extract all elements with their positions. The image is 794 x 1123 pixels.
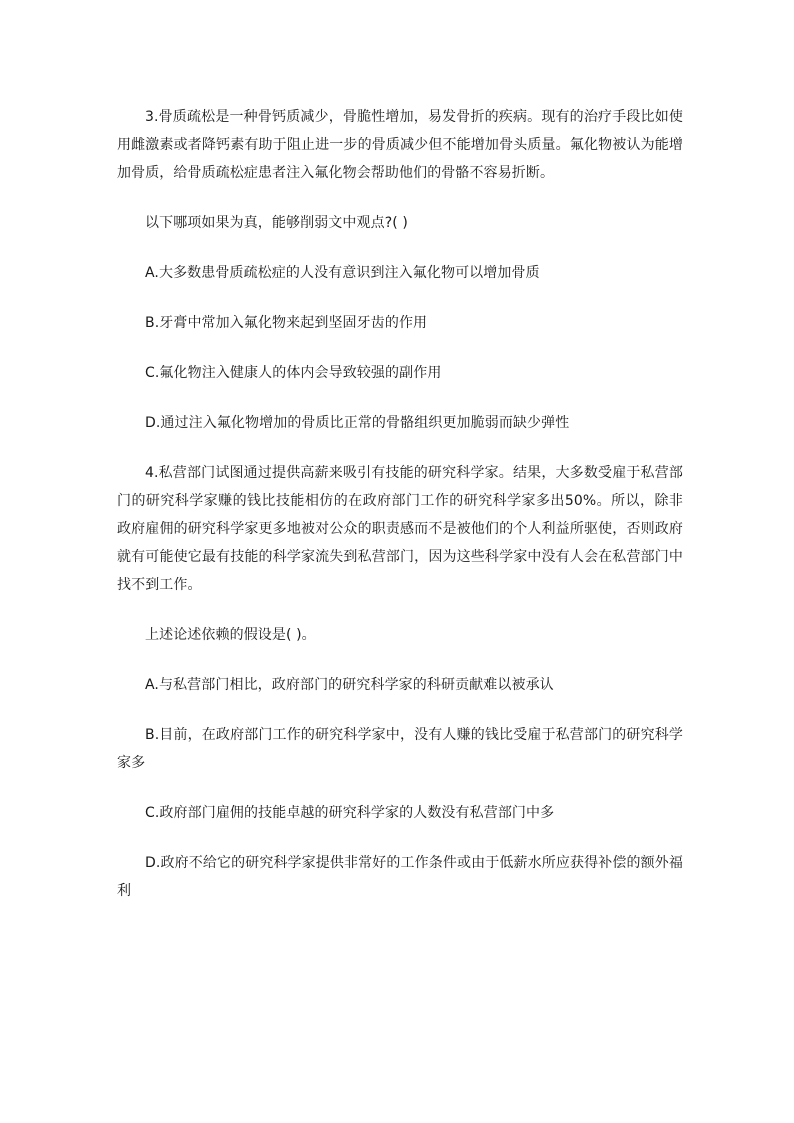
question-3-option-d: D.通过注入氟化物增加的骨质比正常的骨骼组织更加脆弱而缺少弹性 (145, 415, 570, 431)
question-4-stem: 4.私营部门试图通过提供高薪来吸引有技能的研究科学家。结果，大多数受雇于私营部门的研究科学家赚的钱比技能相仿的在政府部门工作的研究科学家多出50%。所以，除非政府雇佣的研究科学家更多地被对公众的职责感而不是被他们的个人利益所驱使，否则政府就有可能使它最有技能的科学家流失到私营部门，因为这些科学家中没有人会在私营部门中找不到工作。 (117, 465, 683, 593)
question-4-option-a: A.与私营部门相比，政府部门的研究科学家的科研贡献难以被承认 (145, 677, 554, 693)
question-3-option-c: C.氟化物注入健康人的体内会导致较强的副作用 (145, 365, 442, 381)
question-3-option-a: A.大多数患骨质疏松症的人没有意识到注入氟化物可以增加骨质 (145, 265, 540, 281)
document-body (117, 103, 683, 905)
question-4-prompt: 上述论述依赖的假设是( )。 (145, 627, 316, 643)
question-4-option-b: B.目前，在政府部门工作的研究科学家中，没有人赚的钱比受雇于私营部门的研究科学家多 (117, 727, 683, 771)
question-3-stem: 3.骨质疏松是一种骨钙质减少，骨脆性增加，易发骨折的疾病。现有的治疗手段比如使用雌激素或者降钙素有助于阻止进一步的骨质减少但不能增加骨头质量。氟化物被认为能增加骨质，给骨质疏松症患者注入氟化物会帮助他们的骨骼不容易折断。 (117, 109, 683, 181)
question-4-option-d: D.政府不给它的研究科学家提供非常好的工作条件或由于低薪水所应获得补偿的额外福利 (117, 855, 683, 899)
question-3-option-b: B.牙膏中常加入氟化物来起到坚固牙齿的作用 (145, 315, 428, 331)
question-3-prompt: 以下哪项如果为真，能够削弱文中观点?( ) (145, 215, 408, 231)
question-4-option-c: C.政府部门雇佣的技能卓越的研究科学家的人数没有私营部门中多 (145, 805, 555, 821)
